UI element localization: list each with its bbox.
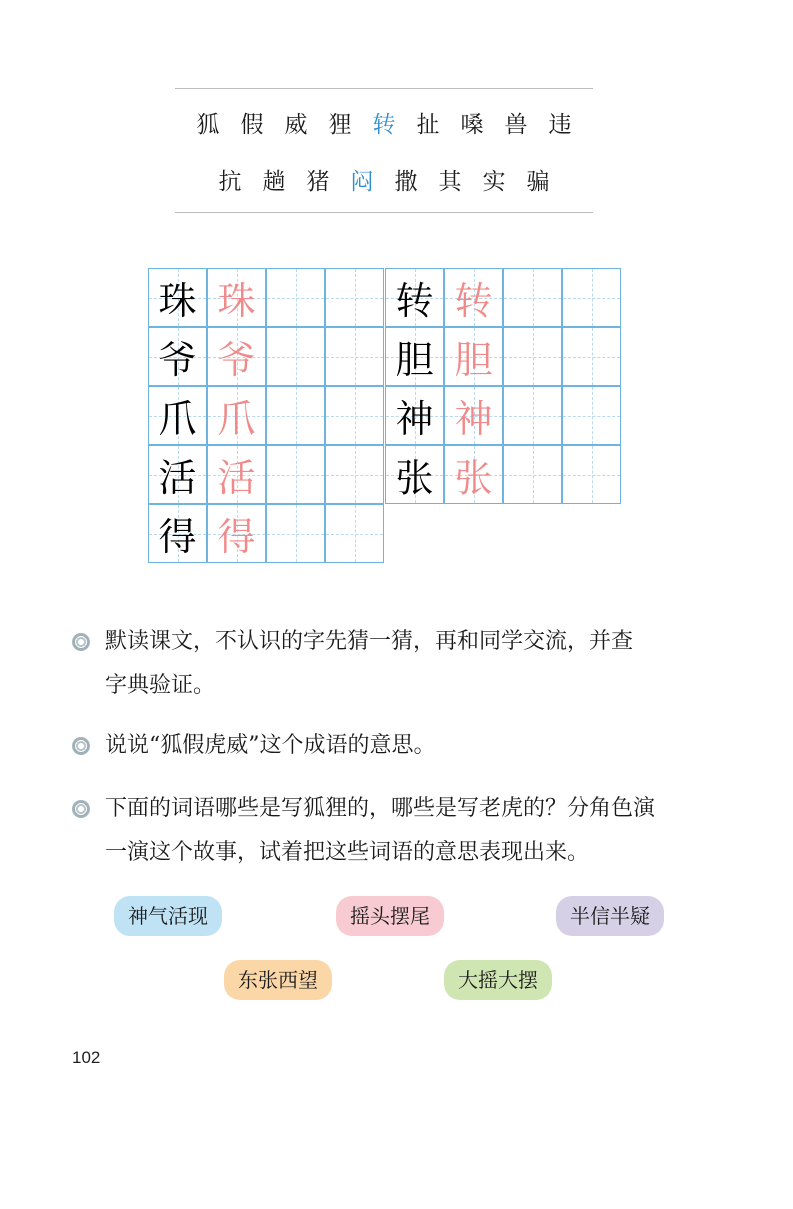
grid-cell [148,504,207,563]
grid-cell [503,445,562,504]
recognition-char: 其 [438,169,462,195]
trace-character: 爪 [217,397,256,441]
grid-cell [385,268,444,327]
grid-cell [503,268,562,327]
grid-cell [444,445,503,504]
task-text: 默读课文，不认识的字先猜一猜，再和同学交流，并查 [105,629,634,654]
recognition-char: 兽 [504,112,528,138]
grid-cell [266,386,325,445]
grid-cell [444,386,503,445]
trace-character: 胆 [454,338,493,382]
task-bullet-icon [72,633,90,651]
phrase-tag: 摇头摆尾 [336,896,444,936]
recognition-char: 扯 [416,112,440,138]
grid-cell [266,445,325,504]
recognition-char: 威 [284,112,308,138]
model-character: 爪 [158,397,197,441]
grid-cell [266,327,325,386]
task-text: 说说“狐假虎威”这个成语的意思。 [105,733,436,758]
grid-cell [385,386,444,445]
grid-cell [207,445,266,504]
grid-cell [148,386,207,445]
page-number: 102 [72,1048,101,1067]
grid-cell [148,327,207,386]
grid-cell [444,327,503,386]
phrase-tag: 东张西望 [224,960,332,1000]
model-character: 得 [158,515,197,559]
recognition-char-highlight: 转 [372,112,396,138]
trace-character: 爷 [217,338,256,382]
grid-cell [266,504,325,563]
grid-cell [148,445,207,504]
grid-cell [325,504,384,563]
task-2 [72,724,732,768]
grid-cell [148,268,207,327]
trace-character: 珠 [217,279,256,323]
phrase-tag: 大摇大摆 [444,960,552,1000]
recognition-char: 狐 [196,112,220,138]
grid-cell [325,386,384,445]
recognition-char: 假 [240,112,264,138]
task-bullet-icon [72,737,90,755]
trace-character: 神 [454,397,493,441]
grid-cell [444,268,503,327]
recognition-char: 趟 [262,169,286,195]
grid-cell [207,386,266,445]
grid-cell [562,327,621,386]
trace-character: 张 [454,456,493,500]
recognition-char: 抗 [218,169,242,195]
grid-cell [562,445,621,504]
recognition-char: 实 [482,169,506,195]
recognition-char: 撒 [394,169,418,195]
grid-cell [266,268,325,327]
model-character: 爷 [158,338,197,382]
model-character: 活 [158,456,197,500]
recognition-char: 狸 [328,112,352,138]
task-text-continued: 一演这个故事，试着把这些词语的意思表现出来。 [105,840,590,865]
grid-cell [503,327,562,386]
recognition-char: 违 [548,112,572,138]
bottom-divider [175,212,593,213]
recognition-char: 猪 [306,169,330,195]
phrase-tag: 神气活现 [114,896,222,936]
grid-cell [385,327,444,386]
model-character: 神 [395,397,434,441]
task-text: 下面的词语哪些是写狐狸的，哪些是写老虎的？分角色演 [105,796,656,821]
task-3 [72,787,732,875]
grid-cell [325,445,384,504]
task-text-continued: 字典验证。 [105,673,216,698]
model-character: 胆 [395,338,434,382]
recognition-char: 骗 [526,169,550,195]
recognition-char: 嗓 [460,112,484,138]
recognition-line-2 [175,163,593,196]
grid-cell [385,445,444,504]
model-character: 转 [395,279,434,323]
model-character: 珠 [158,279,197,323]
grid-cell [207,268,266,327]
grid-cell [207,504,266,563]
task-bullet-icon [72,800,90,818]
grid-cell [207,327,266,386]
recognition-line-1 [175,106,593,139]
phrase-tag: 半信半疑 [556,896,664,936]
recognition-char-highlight: 闷 [350,169,374,195]
grid-cell [325,327,384,386]
grid-cell [503,386,562,445]
grid-cell [562,268,621,327]
grid-cell [562,386,621,445]
trace-character: 得 [217,515,256,559]
trace-character: 转 [454,279,493,323]
trace-character: 活 [217,456,256,500]
model-character: 张 [395,456,434,500]
task-1 [72,620,732,708]
top-divider [175,88,593,89]
grid-cell [325,268,384,327]
